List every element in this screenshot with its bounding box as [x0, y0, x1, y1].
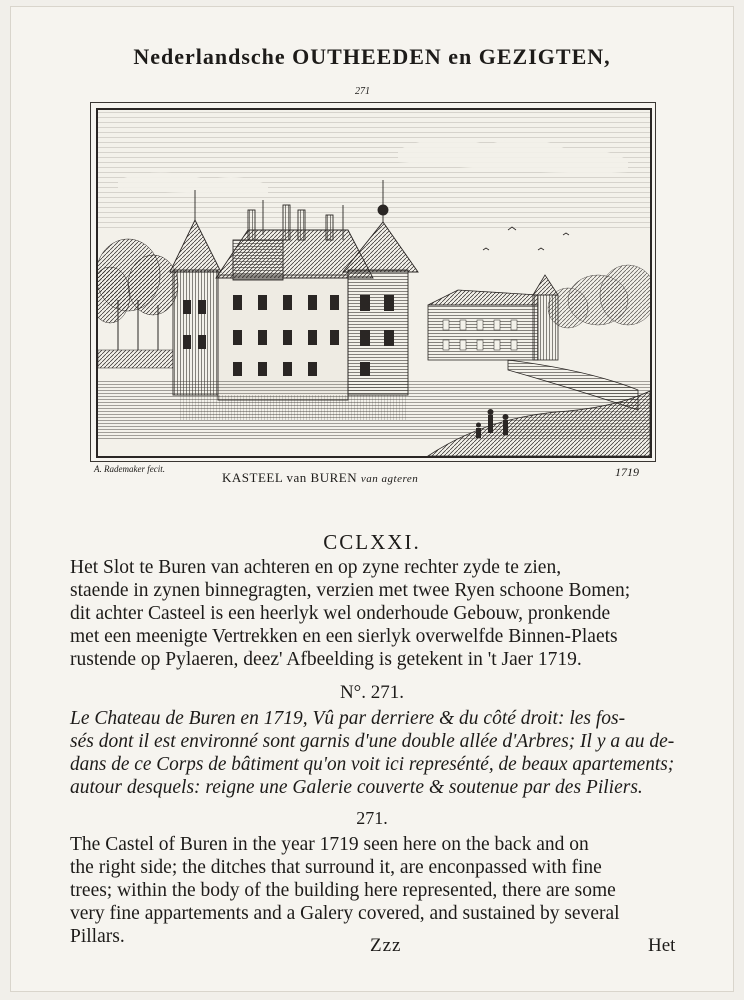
english-paragraph — [70, 833, 674, 948]
french-line: autour desquels: reigne une Galerie couverte & soutenue par des Piliers. — [70, 777, 643, 798]
dutch-line: met een meenigte Vertrekken en een sierlyk overwelfde Binnen-Plaets — [70, 626, 618, 647]
page-title: Nederlandsche OUTHEEDEN en GEZIGTEN, — [133, 44, 611, 69]
roman-numeral-heading: CCLXXI. — [323, 530, 421, 554]
number-heading: N°. 271. — [339, 682, 405, 703]
french-line: sés dont il est environné sont garnis d'une double allée d'Arbres; Il y a au de- — [70, 731, 675, 752]
french-paragraph — [70, 707, 674, 799]
plate-caption-sub: van agteren — [360, 473, 419, 485]
english-line: Pillars. — [70, 926, 125, 947]
engraving-plate — [90, 102, 656, 462]
dutch-line: rustende op Pylaeren, deez' Afbeelding is getekent in 't Jaer 1719. — [70, 649, 582, 670]
french-line: dans de ce Corps de bâtiment qu'on voit ici represénté, de beaux apartements; — [70, 754, 675, 775]
plate-caption — [222, 470, 418, 486]
engraver-credit: A. Rademaker fecit. — [94, 464, 165, 474]
english-line: very fine appartements and a Galery covered, and sustained by several — [70, 903, 620, 924]
english-line: The Castel of Buren in the year 1719 seen here on the back and on — [70, 834, 589, 855]
dutch-line: Het Slot te Buren van achteren en op zyne rechter zyde te zien, — [70, 557, 562, 578]
english-line: the right side; the ditches that surround it, are enconpassed with fine — [70, 857, 602, 878]
plate-number: 271 — [355, 86, 370, 97]
english-heading: 271. — [356, 808, 388, 828]
plate-year: 1719 — [615, 465, 639, 479]
french-line: Le Chateau de Buren en 1719, Vû par derriere & du côté droit: les fos- — [70, 708, 626, 729]
castle-engraving-illustration — [98, 110, 650, 456]
dutch-line: staende in zynen binnegragten, verzien met twee Ryen schoone Bomen; — [70, 580, 631, 601]
english-line: trees; within the body of the building here represented, there are some — [70, 880, 616, 901]
plate-caption-main: KASTEEL van BUREN — [222, 470, 358, 485]
dutch-line: dit achter Casteel is een heerlyk wel onderhoude Gebouw, pronkende — [70, 603, 611, 624]
signature-mark: Zzz — [370, 935, 402, 956]
dutch-paragraph — [70, 556, 674, 671]
catchword: Het — [648, 935, 676, 956]
engraving-image — [96, 108, 652, 458]
